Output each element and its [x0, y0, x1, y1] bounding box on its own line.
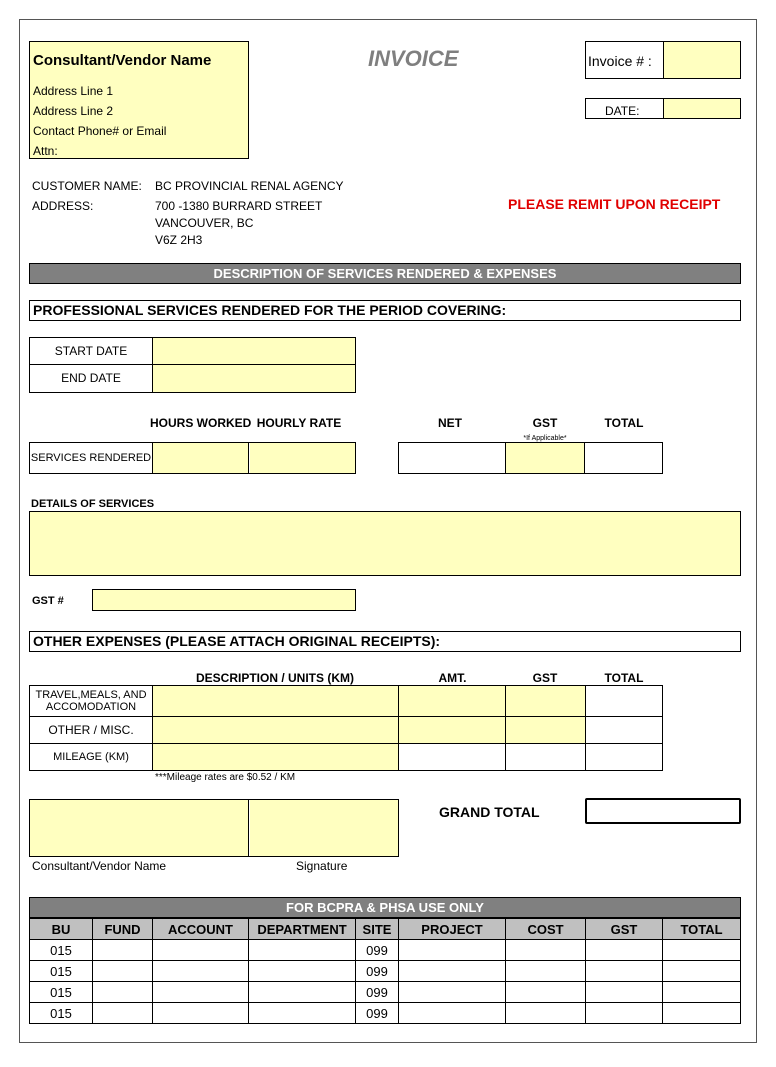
bu-cell[interactable]: 015 [30, 940, 93, 961]
date-label: DATE: [605, 104, 640, 118]
start-date-label: START DATE [30, 338, 153, 365]
project-cell[interactable] [399, 940, 506, 961]
invoice-number-field[interactable] [663, 42, 740, 78]
mileage-total-field[interactable] [586, 744, 663, 771]
end-date-label: END DATE [30, 365, 153, 392]
signature-box [29, 799, 399, 857]
start-date-field[interactable] [153, 338, 355, 365]
mileage-note: ***Mileage rates are $0.52 / KM [155, 772, 296, 783]
expense-row [30, 686, 663, 717]
column-header-department: DEPARTMENT [249, 919, 356, 940]
customer-address-label: ADDRESS: [32, 199, 94, 213]
grand-total-field[interactable] [585, 798, 741, 824]
customer-address-1: 700 -1380 BURRARD STREET [155, 199, 323, 213]
description-header: DESCRIPTION OF SERVICES RENDERED & EXPENSES [29, 263, 741, 284]
column-header-cost: COST [506, 919, 586, 940]
accounting-table [29, 918, 741, 1024]
table-row [30, 961, 741, 982]
bu-cell[interactable]: 015 [30, 961, 93, 982]
expense-gst-field[interactable] [506, 686, 586, 717]
site-cell[interactable]: 099 [356, 940, 399, 961]
expense-row [30, 717, 663, 744]
project-cell[interactable] [399, 1003, 506, 1024]
account-cell[interactable] [153, 982, 249, 1003]
total-cell[interactable] [663, 982, 741, 1003]
mileage-gst-field[interactable] [506, 744, 586, 771]
mileage-description-field[interactable] [153, 744, 399, 771]
vendor-name: Consultant/Vendor Name [33, 52, 212, 69]
total-cell[interactable] [663, 1003, 741, 1024]
details-field[interactable] [29, 511, 741, 576]
customer-address-2: VANCOUVER, BC [155, 216, 254, 230]
customer-name-label: CUSTOMER NAME: [32, 179, 142, 193]
table-row [30, 940, 741, 961]
expense-description-header: DESCRIPTION / UNITS (KM) [196, 671, 354, 685]
cost-cell[interactable] [506, 1003, 586, 1024]
expense-total-field[interactable] [586, 686, 663, 717]
cost-cell[interactable] [506, 940, 586, 961]
remit-notice: PLEASE REMIT UPON RECEIPT [508, 196, 721, 212]
cost-cell[interactable] [506, 982, 586, 1003]
column-header-account: ACCOUNT [153, 919, 249, 940]
account-cell[interactable] [153, 961, 249, 982]
department-cell[interactable] [249, 940, 356, 961]
date-box [585, 98, 741, 119]
gst-number-label: GST # [32, 595, 64, 607]
gst-cell[interactable] [586, 940, 663, 961]
gst-field[interactable] [506, 443, 585, 473]
use-only-header: FOR BCPRA & PHSA USE ONLY [29, 897, 741, 918]
project-cell[interactable] [399, 961, 506, 982]
site-cell[interactable]: 099 [356, 1003, 399, 1024]
signature-caption: Signature [296, 859, 348, 873]
services-row [29, 442, 356, 474]
expense-description-field[interactable] [153, 717, 399, 744]
expense-description-field[interactable] [153, 686, 399, 717]
department-cell[interactable] [249, 1003, 356, 1024]
table-row [30, 1003, 741, 1024]
expense-row-label: TRAVEL,MEALS, AND ACCOMODATION [30, 686, 153, 717]
gst-header: GST [532, 416, 558, 430]
expense-total-field[interactable] [586, 717, 663, 744]
period-header: PROFESSIONAL SERVICES RENDERED FOR THE PERIOD COVERING: [29, 300, 741, 321]
department-cell[interactable] [249, 961, 356, 982]
total-header: TOTAL [604, 416, 644, 430]
cost-cell[interactable] [506, 961, 586, 982]
expense-gst-field[interactable] [506, 717, 586, 744]
site-cell[interactable]: 099 [356, 982, 399, 1003]
gst-number-field[interactable] [92, 589, 356, 611]
total-field[interactable] [586, 443, 662, 473]
column-header-total: TOTAL [663, 919, 741, 940]
vendor-box[interactable] [29, 41, 249, 159]
hours-worked-header: HOURS WORKED [150, 416, 252, 430]
grand-total-label: GRAND TOTAL [439, 804, 540, 820]
mileage-amount-field[interactable] [399, 744, 506, 771]
account-cell[interactable] [153, 1003, 249, 1024]
expense-amount-field[interactable] [399, 717, 506, 744]
account-cell[interactable] [153, 940, 249, 961]
vendor-contact: Contact Phone# or Email [33, 124, 167, 138]
project-cell[interactable] [399, 982, 506, 1003]
accounting-header-row [30, 919, 741, 940]
expense-row-label: OTHER / MISC. [30, 717, 153, 744]
invoice-number-label: Invoice # : [588, 53, 652, 69]
column-header-site: SITE [356, 919, 399, 940]
fund-cell[interactable] [93, 982, 153, 1003]
total-cell[interactable] [663, 940, 741, 961]
table-row [30, 982, 741, 1003]
expense-amount-header: AMT. [438, 671, 467, 685]
fund-cell[interactable] [93, 961, 153, 982]
end-date-field[interactable] [153, 365, 355, 392]
column-header-bu: BU [30, 919, 93, 940]
vendor-attn: Attn: [33, 144, 58, 158]
expense-gst-header: GST [532, 671, 558, 685]
hours-worked-field[interactable] [153, 443, 249, 473]
services-rendered-label: SERVICES RENDERED [30, 443, 153, 473]
vendor-address-2: Address Line 2 [33, 104, 114, 118]
column-header-gst: GST [586, 919, 663, 940]
vendor-name-signature-field[interactable] [30, 800, 249, 856]
hourly-rate-header: HOURLY RATE [256, 416, 342, 430]
column-header-fund: FUND [93, 919, 153, 940]
period-dates [29, 337, 356, 393]
expense-row [30, 744, 663, 771]
fund-cell[interactable] [93, 1003, 153, 1024]
vendor-address-1: Address Line 1 [33, 84, 114, 98]
gst-note: *If Applicable* [523, 435, 567, 442]
expense-amount-field[interactable] [399, 686, 506, 717]
total-cell[interactable] [663, 961, 741, 982]
bu-cell[interactable]: 015 [30, 982, 93, 1003]
bu-cell[interactable]: 015 [30, 1003, 93, 1024]
customer-address-3: V6Z 2H3 [155, 233, 203, 247]
site-cell[interactable]: 099 [356, 961, 399, 982]
expenses-table [29, 685, 663, 771]
net-header: NET [438, 416, 462, 430]
details-label: DETAILS OF SERVICES [31, 498, 155, 510]
column-header-project: PROJECT [399, 919, 506, 940]
date-field[interactable] [663, 99, 740, 118]
vendor-name-caption: Consultant/Vendor Name [32, 859, 167, 873]
gst-cell[interactable] [586, 961, 663, 982]
hourly-rate-field[interactable] [250, 443, 355, 473]
services-totals [398, 442, 663, 474]
customer-name: BC PROVINCIAL RENAL AGENCY [155, 179, 344, 193]
gst-cell[interactable] [586, 1003, 663, 1024]
gst-cell[interactable] [586, 982, 663, 1003]
signature-field[interactable] [250, 800, 398, 856]
department-cell[interactable] [249, 982, 356, 1003]
invoice-title: INVOICE [368, 46, 459, 71]
expense-total-header: TOTAL [604, 671, 644, 685]
fund-cell[interactable] [93, 940, 153, 961]
net-field[interactable] [399, 443, 506, 473]
other-expenses-header: OTHER EXPENSES (PLEASE ATTACH ORIGINAL RECEIPTS): [29, 631, 741, 652]
invoice-number-box [585, 41, 741, 79]
expense-row-label: MILEAGE (KM) [30, 744, 153, 771]
